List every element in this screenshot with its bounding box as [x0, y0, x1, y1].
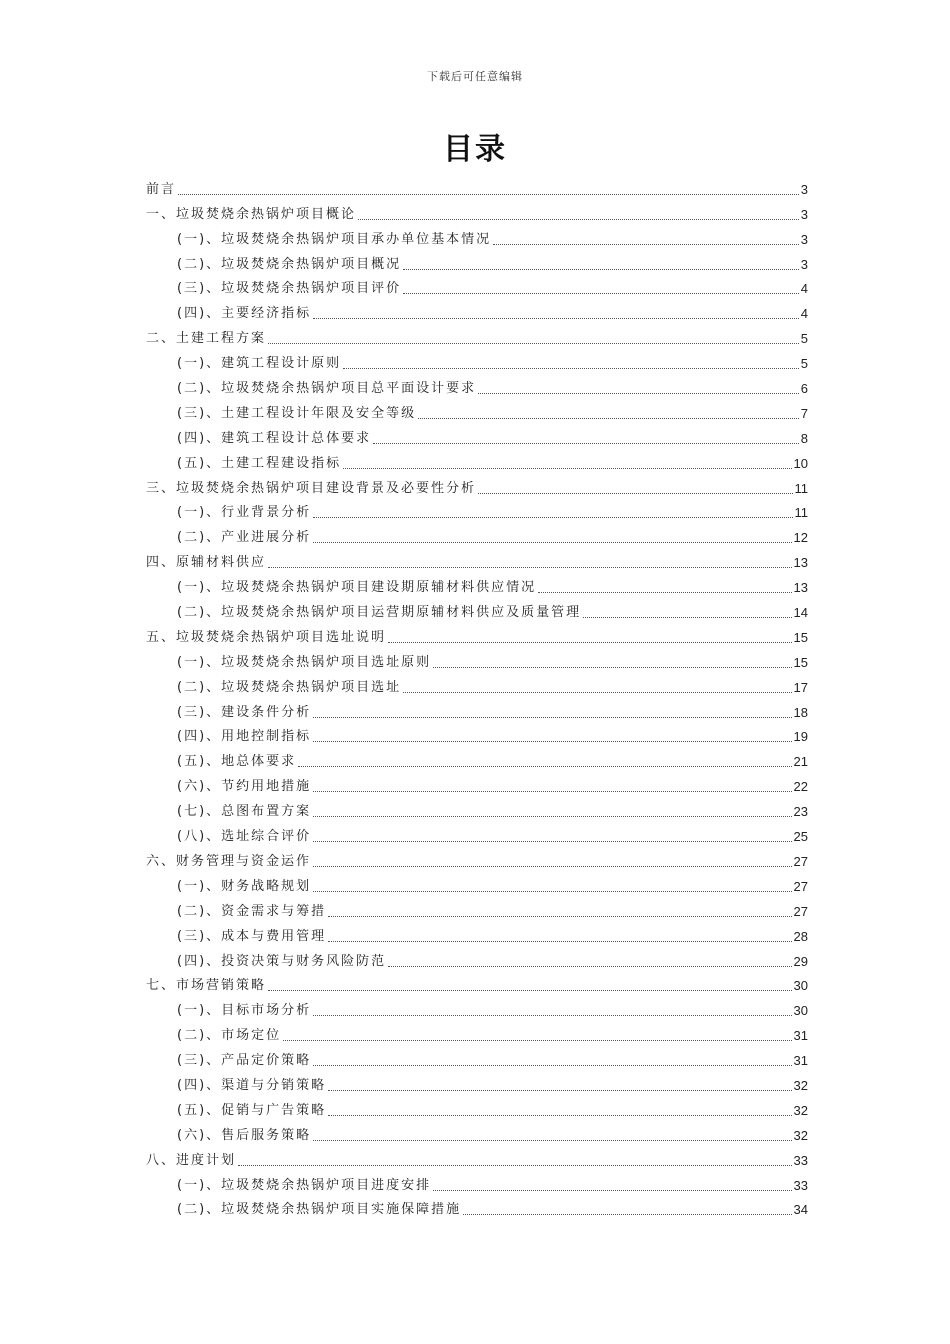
toc-dot-leader — [313, 866, 792, 867]
toc-entry-title: (二)、产业进展分析 — [177, 530, 312, 546]
toc-page-number: 5 — [800, 331, 808, 347]
toc-entry-title: (五)、土建工程建设指标 — [177, 455, 342, 471]
toc-entry[interactable] — [146, 822, 808, 847]
toc-dot-leader — [478, 393, 799, 394]
toc-dot-leader — [268, 343, 799, 344]
toc-entry[interactable] — [146, 1196, 808, 1221]
toc-entry-title: 七、市场营销策略 — [146, 978, 267, 994]
toc-entry-title: (一)、建筑工程设计原则 — [177, 356, 342, 372]
toc-entry[interactable] — [146, 523, 808, 548]
toc-dot-leader — [313, 741, 791, 742]
toc-dot-leader — [538, 592, 791, 593]
toc-dot-leader — [358, 219, 799, 220]
toc-entry[interactable] — [146, 349, 808, 374]
toc-page-number: 27 — [793, 853, 808, 869]
toc-entry-title: (四)、建筑工程设计总体要求 — [177, 430, 372, 446]
toc-dot-leader — [343, 368, 799, 369]
toc-entry-title: 一、垃圾焚烧余热锅炉项目概论 — [146, 206, 357, 222]
toc-entry-title: (三)、建设条件分析 — [177, 704, 312, 720]
toc-entry-title: (一)、垃圾焚烧余热锅炉项目进度安排 — [177, 1177, 432, 1193]
toc-entry[interactable] — [146, 275, 808, 300]
toc-entry-title: (二)、垃圾焚烧余热锅炉项目概况 — [177, 256, 402, 272]
toc-dot-leader — [313, 318, 799, 319]
toc-page-number: 32 — [793, 1077, 808, 1093]
toc-dot-leader — [313, 542, 791, 543]
toc-entry[interactable] — [146, 449, 808, 474]
toc-entry-title: 前言 — [146, 181, 177, 197]
toc-entry[interactable] — [146, 623, 808, 648]
toc-dot-leader — [313, 816, 791, 817]
toc-entry[interactable] — [146, 1121, 808, 1146]
toc-entry-title: (一)、垃圾焚烧余热锅炉项目建设期原辅材料供应情况 — [177, 580, 537, 596]
toc-dot-leader — [403, 269, 799, 270]
toc-entry-title: 八、进度计划 — [146, 1152, 237, 1168]
toc-dot-leader — [283, 1040, 791, 1041]
toc-page-number: 11 — [794, 505, 808, 521]
toc-entry[interactable] — [146, 1021, 808, 1046]
toc-entry[interactable] — [146, 698, 808, 723]
toc-dot-leader — [328, 1115, 791, 1116]
toc-entry[interactable] — [146, 772, 808, 797]
toc-entry[interactable] — [146, 1071, 808, 1096]
toc-entry-title: (三)、产品定价策略 — [177, 1053, 312, 1069]
toc-dot-leader — [313, 1065, 791, 1066]
toc-page-number: 31 — [793, 1053, 808, 1069]
toc-dot-leader — [328, 1090, 791, 1091]
toc-entry[interactable] — [146, 1046, 808, 1071]
toc-entry[interactable] — [146, 1096, 808, 1121]
toc-dot-leader — [403, 293, 799, 294]
toc-page-number: 17 — [793, 679, 808, 695]
toc-page-number: 11 — [794, 480, 808, 496]
toc-page-number: 33 — [793, 1177, 808, 1193]
toc-entry-title: 二、土建工程方案 — [146, 331, 267, 347]
toc-dot-leader — [433, 667, 791, 668]
toc-page-number: 28 — [793, 928, 808, 944]
toc-dot-leader — [178, 194, 799, 195]
toc-page-number: 22 — [793, 779, 808, 795]
toc-entry[interactable] — [146, 648, 808, 673]
toc-entry[interactable] — [146, 747, 808, 772]
toc-entry[interactable] — [146, 996, 808, 1021]
toc-page-number: 33 — [793, 1152, 808, 1168]
toc-entry[interactable] — [146, 374, 808, 399]
toc-dot-leader — [343, 468, 791, 469]
toc-entry[interactable] — [146, 324, 808, 349]
toc-entry[interactable] — [146, 548, 808, 573]
toc-entry-title: (二)、垃圾焚烧余热锅炉项目总平面设计要求 — [177, 381, 477, 397]
toc-entry-title: (一)、行业背景分析 — [177, 505, 312, 521]
toc-entry-title: (三)、土建工程设计年限及安全等级 — [177, 405, 417, 421]
toc-entry-title: (二)、市场定位 — [177, 1028, 282, 1044]
toc-page-number: 32 — [793, 1102, 808, 1118]
toc-entry[interactable] — [146, 673, 808, 698]
toc-entry-title: (一)、垃圾焚烧余热锅炉项目承办单位基本情况 — [177, 231, 492, 247]
toc-page-number: 5 — [800, 356, 808, 372]
toc-page-number: 27 — [793, 878, 808, 894]
toc-entry[interactable] — [146, 474, 808, 499]
toc-page-number: 19 — [793, 729, 808, 745]
toc-dot-leader — [313, 717, 791, 718]
toc-page-number: 8 — [800, 430, 808, 446]
toc-dot-leader — [463, 1214, 791, 1215]
toc-dot-leader — [313, 1140, 791, 1141]
toc-entry-title: (三)、成本与费用管理 — [177, 928, 327, 944]
toc-page-number: 30 — [793, 1003, 808, 1019]
toc-page-number: 7 — [800, 405, 808, 421]
toc-page-number: 3 — [800, 256, 808, 272]
toc-entry-title: 五、垃圾焚烧余热锅炉项目选址说明 — [146, 629, 387, 645]
toc-entry[interactable] — [146, 1171, 808, 1196]
toc-dot-leader — [268, 990, 792, 991]
toc-dot-leader — [268, 567, 792, 568]
toc-entry[interactable] — [146, 872, 808, 897]
toc-entry-title: (八)、选址综合评价 — [177, 829, 312, 845]
toc-page-number: 29 — [793, 953, 808, 969]
toc-page-number: 21 — [793, 754, 808, 770]
toc-entry[interactable] — [146, 947, 808, 972]
toc-entry-title: (二)、资金需求与筹措 — [177, 903, 327, 919]
toc-entry[interactable] — [146, 897, 808, 922]
toc-page-number: 3 — [800, 206, 808, 222]
toc-dot-leader — [493, 244, 799, 245]
toc-page-number: 30 — [793, 978, 808, 994]
toc-entry[interactable] — [146, 573, 808, 598]
toc-dot-leader — [433, 1190, 791, 1191]
toc-entry-title: (七)、总图布置方案 — [177, 804, 312, 820]
toc-entry[interactable] — [146, 723, 808, 748]
toc-entry-title: (四)、用地控制指标 — [177, 729, 312, 745]
toc-page-number: 3 — [800, 181, 808, 197]
toc-page-number: 34 — [793, 1202, 808, 1218]
toc-page-number: 4 — [800, 306, 808, 322]
toc-dot-leader — [313, 791, 791, 792]
toc-entry-title: (二)、垃圾焚烧余热锅炉项目实施保障措施 — [177, 1202, 462, 1218]
toc-entry[interactable] — [146, 175, 808, 200]
toc-page-number: 25 — [793, 829, 808, 845]
toc-dot-leader — [313, 841, 791, 842]
toc-entry[interactable] — [146, 200, 808, 225]
toc-entry-title: (一)、垃圾焚烧余热锅炉项目选址原则 — [177, 654, 432, 670]
toc-entry[interactable] — [146, 797, 808, 822]
toc-entry-title: 三、垃圾焚烧余热锅炉项目建设背景及必要性分析 — [146, 480, 477, 496]
toc-dot-leader — [238, 1165, 792, 1166]
toc-entry-title: (一)、目标市场分析 — [177, 1003, 312, 1019]
toc-page-number: 15 — [793, 654, 808, 670]
toc-entry-title: (二)、垃圾焚烧余热锅炉项目选址 — [177, 679, 402, 695]
toc-dot-leader — [373, 443, 799, 444]
toc-page-number: 15 — [793, 629, 808, 645]
toc-page-number: 13 — [793, 555, 808, 571]
toc-dot-leader — [583, 617, 791, 618]
toc-dot-leader — [313, 891, 791, 892]
toc-page-number: 3 — [800, 231, 808, 247]
toc-entry[interactable] — [146, 225, 808, 250]
toc-page-number: 23 — [793, 804, 808, 820]
toc-entry[interactable] — [146, 499, 808, 524]
toc-entry-title: (四)、主要经济指标 — [177, 306, 312, 322]
toc-page-number: 27 — [793, 903, 808, 919]
toc-entry-title: (六)、节约用地措施 — [177, 779, 312, 795]
toc-entry[interactable] — [146, 922, 808, 947]
toc-page-number: 12 — [793, 530, 808, 546]
toc-page-number: 31 — [793, 1028, 808, 1044]
toc-dot-leader — [328, 916, 791, 917]
toc-entry-title: (六)、售后服务策略 — [177, 1127, 312, 1143]
toc-entry-title: (四)、投资决策与财务风险防范 — [177, 953, 387, 969]
toc-entry-title: (三)、垃圾焚烧余热锅炉项目评价 — [177, 281, 402, 297]
toc-entry-title: 四、原辅材料供应 — [146, 555, 267, 571]
toc-page-number: 32 — [793, 1127, 808, 1143]
toc-entry[interactable] — [146, 972, 808, 997]
toc-page-number: 18 — [793, 704, 808, 720]
toc-page-number: 4 — [800, 281, 808, 297]
toc-page-number: 10 — [793, 455, 808, 471]
toc-entry-title: (五)、地总体要求 — [177, 754, 297, 770]
toc-entry[interactable] — [146, 1146, 808, 1171]
toc-entry[interactable] — [146, 598, 808, 623]
toc-dot-leader — [388, 966, 791, 967]
table-of-contents — [146, 175, 808, 1220]
page-title: 目录 — [443, 132, 507, 167]
toc-entry-title: (一)、财务战略规划 — [177, 878, 312, 894]
toc-entry[interactable] — [146, 847, 808, 872]
toc-dot-leader — [313, 1015, 791, 1016]
toc-entry-title: (二)、垃圾焚烧余热锅炉项目运营期原辅材料供应及质量管理 — [177, 605, 582, 621]
toc-entry-title: 六、财务管理与资金运作 — [146, 853, 312, 869]
toc-dot-leader — [403, 692, 791, 693]
toc-dot-leader — [328, 941, 791, 942]
toc-entry[interactable] — [146, 399, 808, 424]
toc-dot-leader — [298, 766, 791, 767]
toc-page-number: 13 — [793, 580, 808, 596]
toc-dot-leader — [478, 493, 792, 494]
toc-page-number: 6 — [800, 381, 808, 397]
toc-entry[interactable] — [146, 250, 808, 275]
toc-dot-leader — [313, 517, 792, 518]
toc-entry-title: (四)、渠道与分销策略 — [177, 1077, 327, 1093]
toc-entry-title: (五)、促销与广告策略 — [177, 1102, 327, 1118]
toc-dot-leader — [388, 642, 792, 643]
header-note: 下载后可任意编辑 — [427, 70, 523, 83]
toc-entry[interactable] — [146, 424, 808, 449]
toc-entry[interactable] — [146, 299, 808, 324]
toc-dot-leader — [418, 418, 799, 419]
toc-page-number: 14 — [793, 605, 808, 621]
